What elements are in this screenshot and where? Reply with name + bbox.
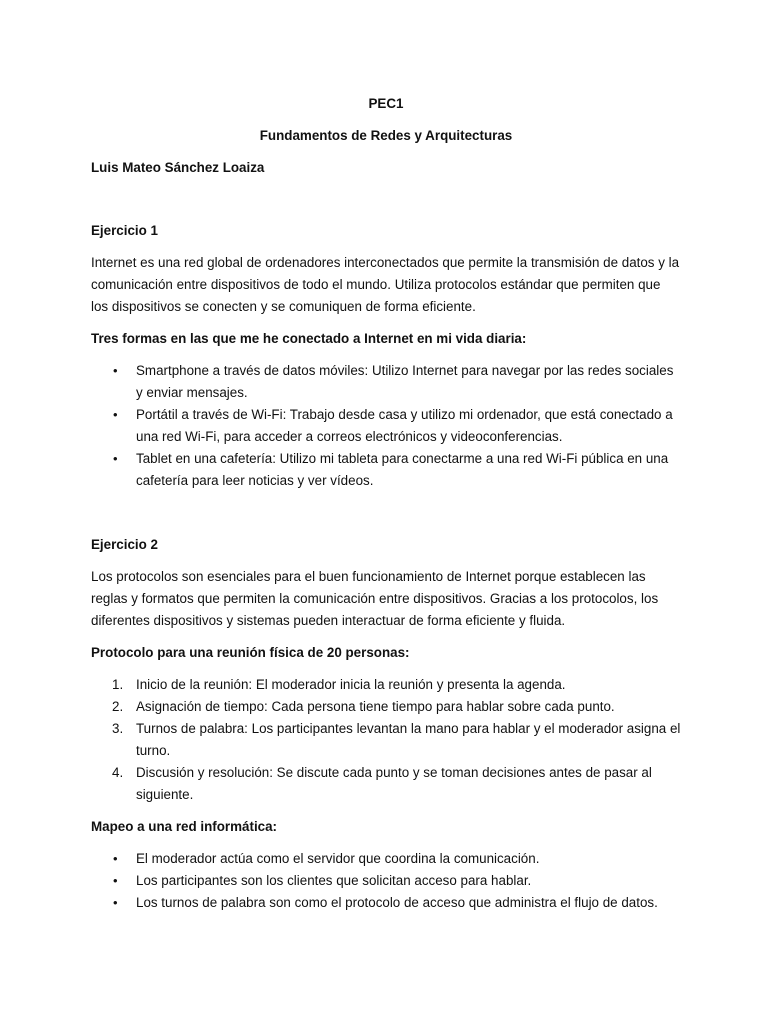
list-item [112,696,681,718]
step-number: 2. [112,699,124,714]
step-number: 1. [112,677,124,692]
exercise-1-list [91,360,681,492]
bullet-icon: • [113,895,118,910]
bullet-icon: • [113,363,118,378]
exercise-1-paragraph: Internet es una red global de ordenadores interconectados que permite la transmisión de datos y la comunicación entre dispositivos de todo el mundo. Utiliza protocolos estándar que permiten que los dispositivos se conecten y se comuniquen de forma eficiente. [91,255,680,314]
list-item-text: Los participantes son los clientes que solicitan acceso para hablar. [136,873,532,888]
mapping-list [91,848,681,914]
list-item-text: Portátil a través de Wi-Fi: Trabajo desde casa y utilizo mi ordenador, que está conectado a una red Wi-Fi, para acceder a correos electrónicos y videoconferencias. [136,407,673,444]
list-item [113,404,681,448]
bullet-icon: • [113,451,118,466]
list-item-text: Tablet en una cafetería: Utilizo mi tableta para conectarme a una red Wi-Fi pública en una cafetería para leer noticias y ver vídeos. [136,451,669,488]
exercise-1-list-heading: Tres formas en las que me he conectado a Internet en mi vida diaria: [91,331,527,346]
exercise-2-paragraph: Los protocolos son esenciales para el buen funcionamiento de Internet porque establecen las reglas y formatos que permiten la comunicación entre dispositivos. Gracias a los protocolos, los diferentes dispositivos y sistemas pueden interactuar de forma eficiente y fluida. [91,569,659,628]
list-item [113,360,681,404]
list-item [113,892,681,914]
step-number: 4. [112,765,124,780]
document-author: Luis Mateo Sánchez Loaiza [91,160,265,175]
document-subtitle: Fundamentos de Redes y Arquitecturas [259,128,513,143]
bullet-icon: • [113,873,118,888]
bullet-icon: • [113,407,118,422]
mapping-heading: Mapeo a una red informática: [91,819,278,834]
list-item [113,870,681,892]
list-item-text: Turnos de palabra: Los participantes levantan la mano para hablar y el moderador asigna el turno. [136,721,681,758]
protocol-steps-list [91,674,681,806]
bullet-icon: • [113,851,118,866]
list-item-text: Los turnos de palabra son como el protocolo de acceso que administra el flujo de datos. [136,895,658,910]
list-item [112,718,681,762]
exercise-1-heading: Ejercicio 1 [91,223,158,238]
exercise-2-heading: Ejercicio 2 [91,537,158,552]
list-item-text: Discusión y resolución: Se discute cada punto y se toman decisiones antes de pasar al siguiente. [136,765,652,802]
document-body [91,93,681,924]
list-item-text: Smartphone a través de datos móviles: Utilizo Internet para navegar por las redes sociales y enviar mensajes. [136,363,674,400]
list-item [112,674,681,696]
list-item-text: Asignación de tiempo: Cada persona tiene tiempo para hablar sobre cada punto. [136,699,615,714]
list-item-text: Inicio de la reunión: El moderador inicia la reunión y presenta la agenda. [136,677,566,692]
list-item [113,848,681,870]
list-item-text: El moderador actúa como el servidor que coordina la comunicación. [136,851,540,866]
document-title: PEC1 [368,96,404,111]
list-item [113,448,681,492]
step-number: 3. [112,721,124,736]
list-item [112,762,681,806]
protocol-heading: Protocolo para una reunión física de 20 personas: [91,645,410,660]
